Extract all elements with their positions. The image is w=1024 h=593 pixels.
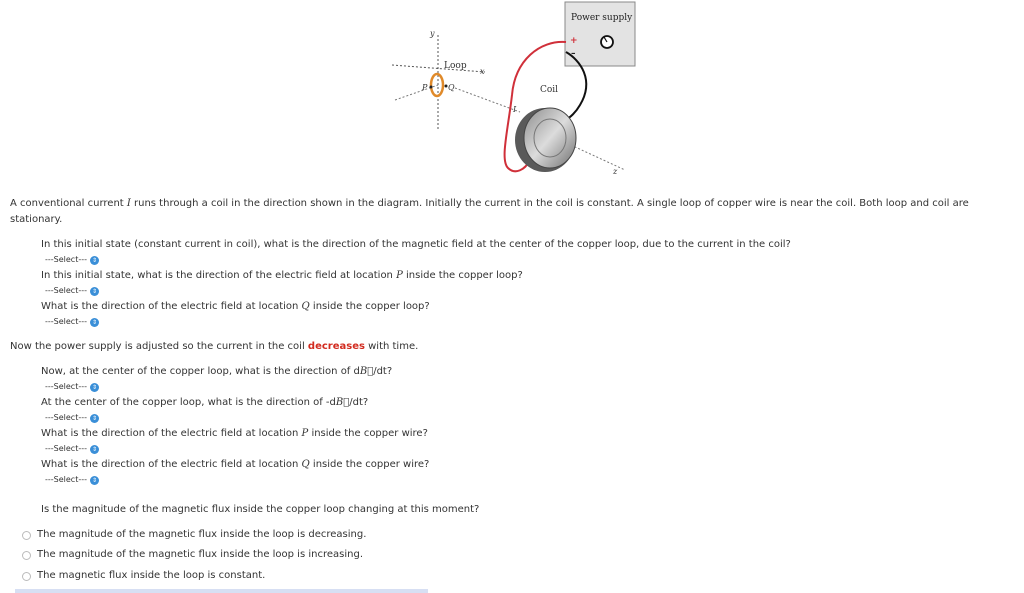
select-q2[interactable] — [41, 285, 113, 297]
question-2-text-b: inside the copper loop? — [402, 270, 523, 281]
select-q4[interactable] — [41, 381, 113, 393]
flux-option-increasing[interactable] — [22, 549, 363, 561]
question-5 — [41, 396, 368, 409]
question-2-text-a: In this initial state, what is the direction of the electric field at location — [41, 270, 397, 281]
question-3-var: Q — [301, 301, 310, 312]
intro-var-i: I — [126, 198, 131, 209]
select-arrow-icon: ⇕ — [91, 287, 98, 295]
power-supply-box — [565, 2, 635, 66]
question-4 — [41, 365, 392, 378]
label-q: Q — [448, 83, 455, 92]
coil-face — [524, 108, 576, 168]
label-p: P — [422, 83, 428, 92]
question-4-text-a: Now, at the center of the copper loop, what is the direction of d — [41, 366, 360, 377]
question-4-text-b: /dt? — [373, 366, 393, 377]
intro-text-a: A conventional current — [10, 198, 127, 209]
select-arrow-icon: ⇕ — [91, 383, 98, 391]
intro-text-c: stationary. — [10, 214, 63, 225]
select-q3[interactable] — [41, 316, 113, 328]
intro-text-b: runs through a coil in the direction shown in the diagram. Initially the current in the coil is constant. A single loop of copper wire is near the coil. Both loop and coil are — [130, 198, 969, 209]
label-z: z — [613, 167, 618, 176]
select-q1[interactable] — [41, 254, 113, 266]
select-label: ---Select--- — [45, 444, 87, 453]
question-6-var: P — [301, 428, 309, 439]
question-6-text-b: inside the copper wire? — [308, 428, 428, 439]
select-q6[interactable] — [41, 443, 113, 455]
question-3-text-b: inside the copper loop? — [309, 301, 430, 312]
question-3-text-a: What is the direction of the electric field at location — [41, 301, 302, 312]
flux-question: Is the magnitude of the magnetic flux inside the copper loop changing at this moment? — [41, 504, 480, 515]
question-5-text-b: /dt? — [349, 397, 369, 408]
question-7 — [41, 458, 429, 471]
label-y: y — [430, 29, 435, 38]
select-label: ---Select--- — [45, 382, 87, 391]
select-label: ---Select--- — [45, 475, 87, 484]
label-loop: Loop — [444, 61, 467, 71]
select-label: ---Select--- — [45, 317, 87, 326]
select-arrow-icon: ⇕ — [91, 476, 98, 484]
question-4-vector: B⃗ — [359, 366, 374, 377]
transition-text — [10, 339, 1000, 355]
radio-button[interactable] — [22, 572, 31, 581]
flux-option-constant[interactable] — [22, 570, 265, 582]
question-5-vector: B⃗ — [335, 397, 350, 408]
select-q5[interactable] — [41, 412, 113, 424]
transition-text-a: Now the power supply is adjusted so the current in the coil — [10, 341, 308, 352]
physics-diagram — [380, 0, 650, 180]
question-7-var: Q — [301, 459, 310, 470]
label-coil: Coil — [540, 85, 559, 95]
intro-paragraph — [10, 196, 1000, 228]
label-x: x — [480, 67, 485, 76]
question-2-var: P — [396, 270, 403, 281]
label-power-supply: Power supply — [571, 13, 633, 23]
point-p — [430, 86, 433, 89]
label-i: I — [513, 105, 517, 114]
question-6 — [41, 427, 428, 440]
flux-option-decreasing[interactable] — [22, 529, 366, 541]
select-label: ---Select--- — [45, 413, 87, 422]
question-5-text-a: At the center of the copper loop, what is the direction of -d — [41, 397, 336, 408]
select-label: ---Select--- — [45, 255, 87, 264]
question-3 — [41, 300, 430, 313]
question-7-text-b: inside the copper wire? — [309, 459, 430, 470]
label-plus: + — [570, 36, 578, 46]
transition-highlight: decreases — [307, 341, 365, 352]
select-arrow-icon: ⇕ — [91, 318, 98, 326]
flux-option-label: The magnitude of the magnetic flux inside the loop is increasing. — [37, 549, 363, 560]
select-arrow-icon: ⇕ — [91, 445, 98, 453]
transition-text-b: with time. — [364, 341, 419, 352]
label-minus: – — [571, 49, 576, 59]
question-1: In this initial state (constant current in coil), what is the direction of the magnetic field at the center of the copper loop, due to the current in the coil? — [41, 239, 791, 250]
question-2 — [41, 269, 523, 282]
select-arrow-icon: ⇕ — [91, 256, 98, 264]
bottom-progress-bar — [15, 589, 428, 593]
flux-option-label: The magnitude of the magnetic flux inside the loop is decreasing. — [37, 529, 367, 540]
radio-button[interactable] — [22, 551, 31, 560]
question-6-text-a: What is the direction of the electric field at location — [41, 428, 302, 439]
select-label: ---Select--- — [45, 286, 87, 295]
radio-button[interactable] — [22, 531, 31, 540]
select-arrow-icon: ⇕ — [91, 414, 98, 422]
select-q7[interactable] — [41, 474, 113, 486]
question-7-text-a: What is the direction of the electric field at location — [41, 459, 302, 470]
flux-option-label: The magnetic flux inside the loop is constant. — [37, 570, 266, 581]
